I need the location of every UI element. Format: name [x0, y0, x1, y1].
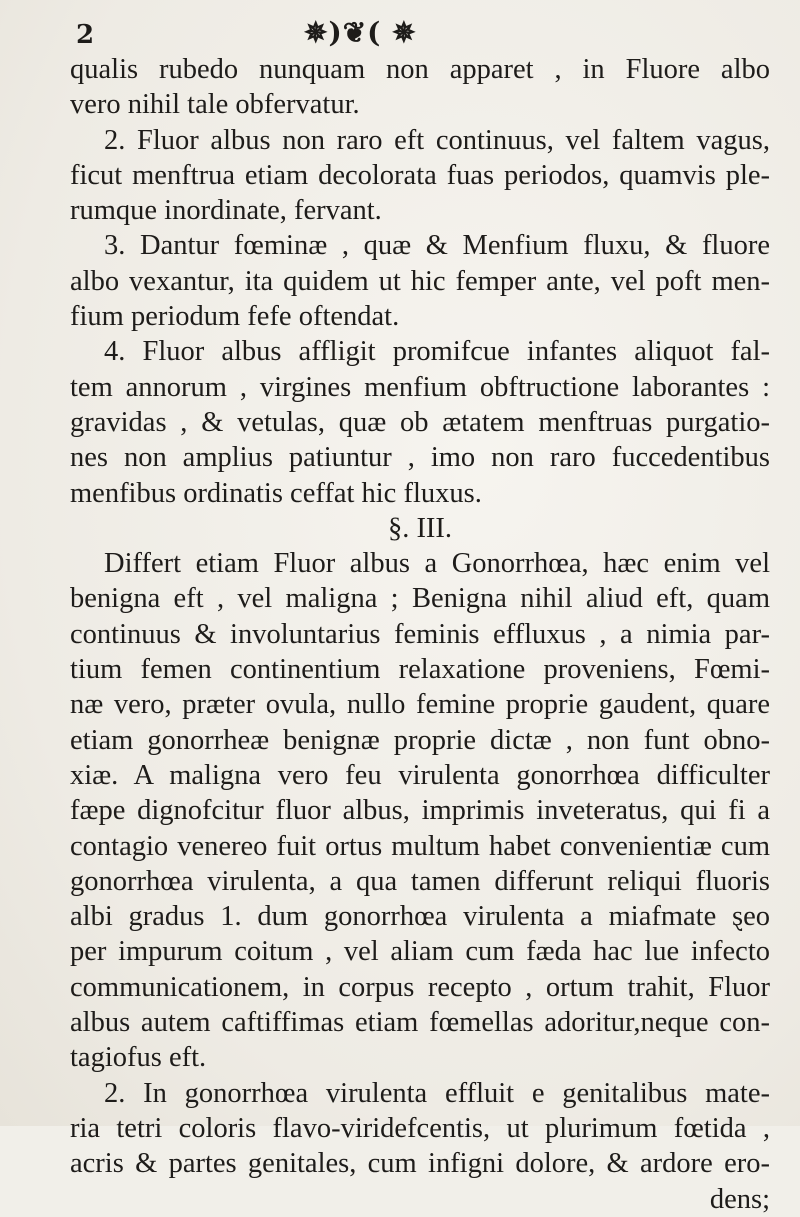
text-line: rumque inordinate, fervant.	[70, 195, 382, 227]
text-line: 4. Fluor albus affligit promifcue infantes aliquot fal-	[104, 336, 770, 368]
text-line: næ vero, præter ovula, nullo femine proprie gaudent, quare	[70, 689, 770, 721]
text-line: tem annorum , virgines menfium obftructione laborantes :	[70, 371, 770, 403]
text-line: ficut menftrua etiam decolorata fuas periodos, quamvis ple-	[70, 159, 770, 191]
text-line: fæpe dignofcitur fluor albus, imprimis inveteratus, qui fi a	[70, 795, 770, 827]
text-line: etiam gonorrheæ benignæ proprie dictæ , non funt obno-	[70, 724, 770, 756]
text-line: 3. Dantur fœminæ , quæ & Menfium fluxu, & fluore	[104, 230, 770, 262]
header-ornament: ✵)❦( ✵	[304, 16, 417, 49]
body-text	[70, 52, 770, 1217]
page-header	[68, 14, 768, 50]
text-line: §. III.	[387, 512, 453, 544]
text-line: nes non amplius patiuntur , imo non raro fuccedentibus	[70, 442, 770, 474]
text-line: xiæ. A maligna vero feu virulenta gonorrhœa difficulter	[70, 759, 770, 791]
text-line: albus autem caftiffimas etiam fœmellas adoritur,neque con-	[70, 1007, 770, 1039]
text-line: Differt etiam Fluor albus a Gonorrhœa, hæc enim vel	[104, 548, 770, 580]
text-line: 2. Fluor albus non raro eft continuus, vel faltem vagus,	[104, 124, 770, 156]
page-number: 2	[76, 20, 95, 50]
text-line: gravidas , & vetulas, quæ ob ætatem menftruas purgatio-	[70, 406, 770, 438]
text-line: albi gradus 1. dum gonorrhœa virulenta a miafmate ȿeo	[70, 901, 770, 933]
text-line: communicationem, in corpus recepto , ortum trahit, Fluor	[70, 971, 770, 1003]
text-line: albo vexantur, ita quidem ut hic femper ante, vel poft men-	[70, 265, 770, 297]
text-line: acris & partes genitales, cum infigni dolore, & ardore ero-	[70, 1148, 770, 1180]
text-line: gonorrhœa virulenta, a qua tamen differunt reliqui fluoris	[70, 865, 770, 897]
text-line: vero nihil tale obfervatur.	[70, 89, 360, 121]
text-line: ria tetri coloris flavo-viridefcentis, ut plurimum fœtida ,	[70, 1112, 770, 1144]
text-line: benigna eft , vel maligna ; Benigna nihil aliud eft, quam	[70, 583, 770, 615]
text-line: tagiofus eft.	[70, 1042, 207, 1074]
text-line: continuus & involuntarius feminis effluxus , a nimia par-	[70, 618, 770, 650]
text-line: 2. In gonorrhœa virulenta effluit e genitalibus mate-	[104, 1077, 770, 1109]
text-line: tium femen continentium relaxatione proveniens, Fœmi-	[70, 654, 770, 686]
text-line: menfibus ordinatis ceffat hic fluxus.	[70, 477, 482, 509]
text-line: per impurum coitum , vel aliam cum fæda hac lue infecto	[70, 936, 770, 968]
text-line: dens;	[709, 1183, 770, 1215]
text-line: qualis rubedo nunquam non apparet , in Fluore albo	[70, 54, 770, 85]
text-line: fium periodum fefe oftendat.	[70, 301, 400, 333]
text-line: contagio venereo fuit ortus multum habet convenientiæ cum	[70, 830, 770, 862]
